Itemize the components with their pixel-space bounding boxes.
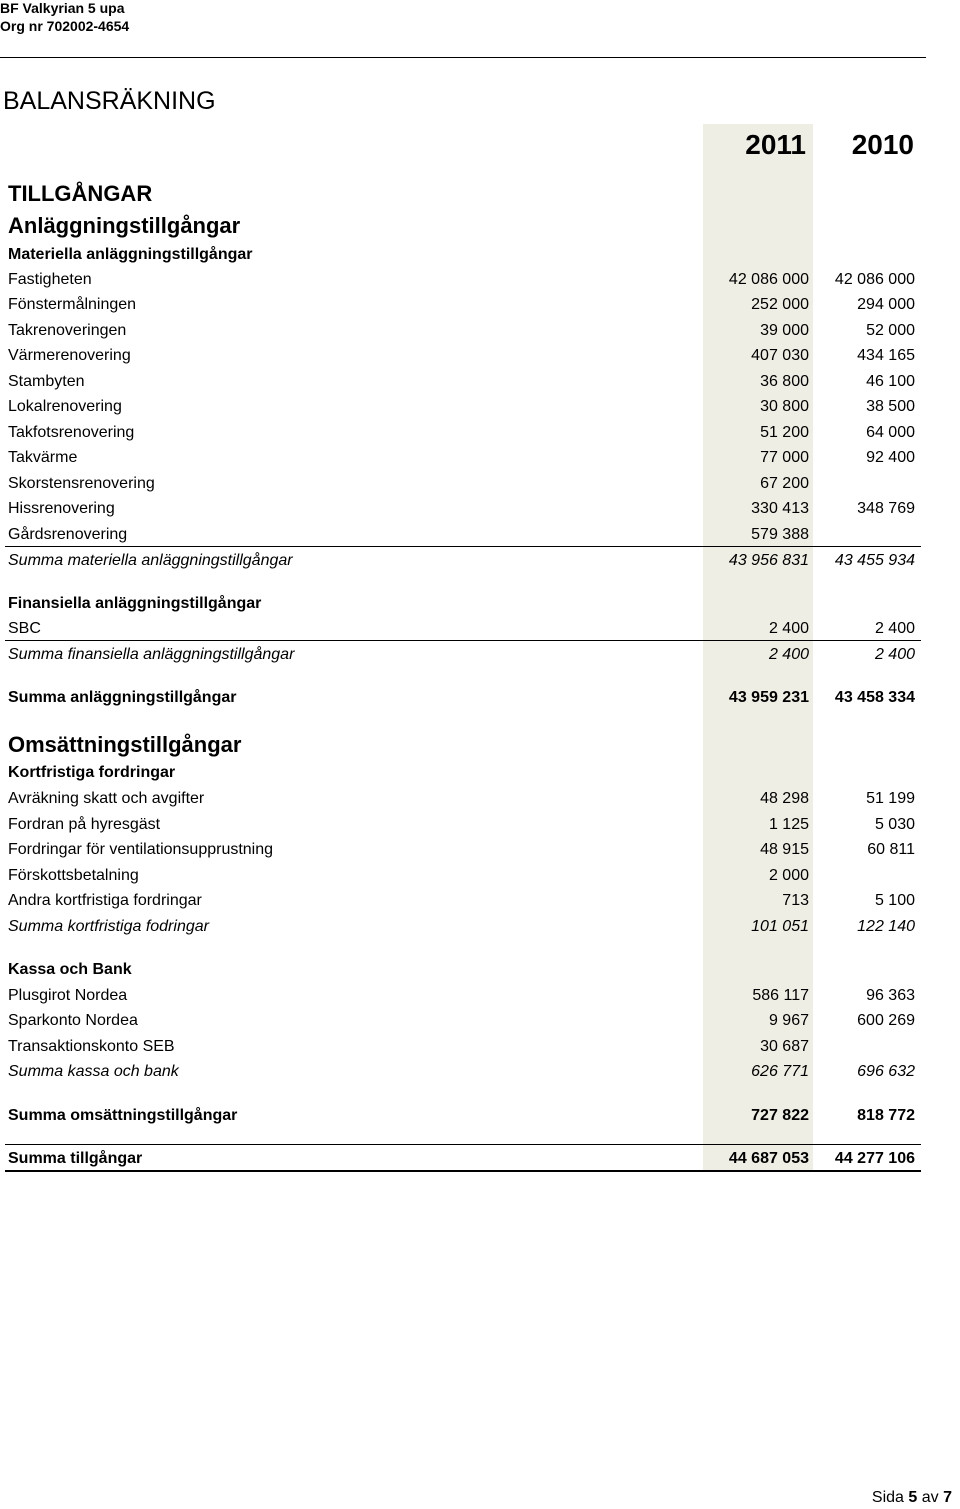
table-row: Takvärme 77 000 92 400 (8, 449, 915, 466)
sum-row-kassa: Summa kassa och bank 626 771 696 632 (8, 1063, 915, 1080)
table-row: Lokalrenovering 30 800 38 500 (8, 398, 915, 415)
table-row: Fönstermålningen 252 000 294 000 (8, 296, 915, 313)
table-row: Sparkonto Nordea 9 967 600 269 (8, 1012, 915, 1029)
table-row: Värmerenovering 407 030 434 165 (8, 347, 915, 364)
table-row: Förskottsbetalning 2 000 (8, 867, 809, 884)
table-row: Transaktionskonto SEB 30 687 (8, 1038, 809, 1055)
page-title: BALANSRÄKNING (3, 87, 216, 115)
total-top-rule (5, 1144, 921, 1145)
section-anlaggningstillgangar: Anläggningstillgångar (8, 213, 241, 238)
section-tillgangar: TILLGÅNGAR (8, 181, 153, 206)
sum-row-kortfristiga: Summa kortfristiga fodringar 101 051 122 140 (8, 918, 915, 935)
table-row: Skorstensrenovering 67 200 (8, 475, 809, 492)
table-row: Andra kortfristiga fordringar 713 5 100 (8, 892, 915, 909)
section-kassa: Kassa och Bank (8, 961, 132, 978)
table-row: Avräkning skatt och avgifter 48 298 51 199 (8, 790, 915, 807)
table-row: Fordringar för ventilationsupprustning 48 915 60 811 (8, 841, 915, 858)
table-row: Takfotsrenovering 51 200 64 000 (8, 424, 915, 441)
sum-rule (5, 546, 921, 547)
sum-rule (5, 640, 921, 641)
table-row: Fordran på hyresgäst 1 125 5 030 (8, 816, 915, 833)
sum-row-omsattning: Summa omsättningstillgångar 727 822 818 772 (8, 1107, 915, 1124)
page-number: Sida 5 av 7 (871, 1489, 952, 1506)
sum-row-materiella: Summa materiella anläggningstillgångar 43 956 831 43 455 934 (8, 552, 915, 569)
org-number: Org nr 702002-4654 (0, 18, 130, 34)
sum-row-finansiella: Summa finansiella anläggningstillgångar 2 400 2 400 (8, 646, 915, 663)
sum-row-tillgangar: Summa tillgångar 44 687 053 44 277 106 (8, 1150, 915, 1167)
table-row: Gårdsrenovering 579 388 (8, 526, 809, 543)
sum-row-anlaggning: Summa anläggningstillgångar 43 959 231 43 458 334 (8, 689, 915, 706)
header-divider (0, 57, 926, 58)
table-row: Hissrenovering 330 413 348 769 (8, 500, 915, 517)
section-materiella: Materiella anläggningstillgångar (8, 246, 253, 263)
year-2010-header: 2010 (851, 129, 914, 160)
table-row: Takrenoveringen 39 000 52 000 (8, 322, 915, 339)
total-bottom-rule (5, 1170, 921, 1172)
table-row: Stambyten 36 800 46 100 (8, 373, 915, 390)
section-finansiella: Finansiella anläggningstillgångar (8, 595, 262, 612)
table-row: Fastigheten 42 086 000 42 086 000 (8, 271, 915, 288)
table-row: SBC 2 400 2 400 (8, 620, 915, 637)
section-omsattningstillgangar: Omsättningstillgångar (8, 732, 242, 757)
year-2011-header: 2011 (745, 129, 806, 160)
org-name: BF Valkyrian 5 upa (0, 0, 125, 16)
section-kortfristiga: Kortfristiga fordringar (8, 764, 176, 781)
table-row: Plusgirot Nordea 586 117 96 363 (8, 987, 915, 1004)
